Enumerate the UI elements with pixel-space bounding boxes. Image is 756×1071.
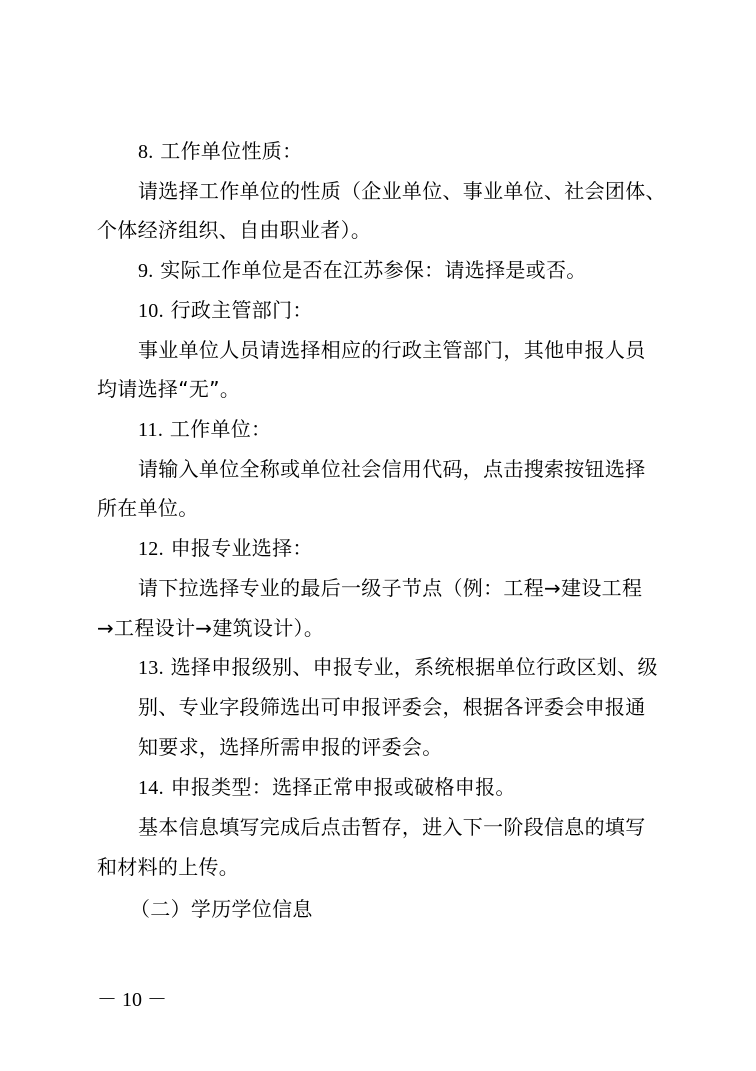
- item-8-heading: 8. 工作单位性质：: [138, 139, 303, 163]
- item-11-body-line: 请输入单位全称或单位社会信用代码，点击搜索按钮选择: [138, 457, 646, 481]
- item-14-heading: 14. 申报类型：选择正常申报或破格申报。: [138, 775, 516, 799]
- item-10-heading: 10. 行政主管部门：: [138, 298, 313, 322]
- item-12-body-line: 请下拉选择专业的最后一级子节点（例：工程→建设工程: [138, 576, 643, 600]
- item-11-heading: 11. 工作单位：: [138, 417, 272, 441]
- paragraph-line: 基本信息填写完成后点击暂存，进入下一阶段信息的填写: [138, 815, 646, 839]
- item-8-body-line: 请选择工作单位的性质（企业单位、事业单位、社会团体、: [138, 179, 666, 203]
- item-13-body-line: 知要求，选择所需申报的评委会。: [138, 735, 443, 759]
- item-13-heading: 13. 选择申报级别、申报专业，系统根据单位行政区划、级: [138, 655, 658, 679]
- item-9-heading: 9. 实际工作单位是否在江苏参保：请选择是或否。: [138, 258, 587, 282]
- item-10-body-line: 均请选择“无”。: [97, 377, 241, 401]
- item-12-body-line: →工程设计→建筑设计）。: [97, 616, 325, 640]
- item-10-body-line: 事业单位人员请选择相应的行政主管部门，其他申报人员: [138, 338, 646, 362]
- item-12-heading: 12. 申报专业选择：: [138, 536, 313, 560]
- paragraph-line: 和材料的上传。: [97, 855, 240, 879]
- item-8-body-line: 个体经济组织、自由职业者）。: [97, 218, 372, 242]
- item-11-body-line: 所在单位。: [97, 496, 199, 520]
- section-heading: （二）学历学位信息: [130, 897, 313, 921]
- page-number: － 10 －: [97, 989, 167, 1011]
- item-13-body-line: 别、专业字段筛选出可申报评委会，根据各评委会申报通: [138, 695, 646, 719]
